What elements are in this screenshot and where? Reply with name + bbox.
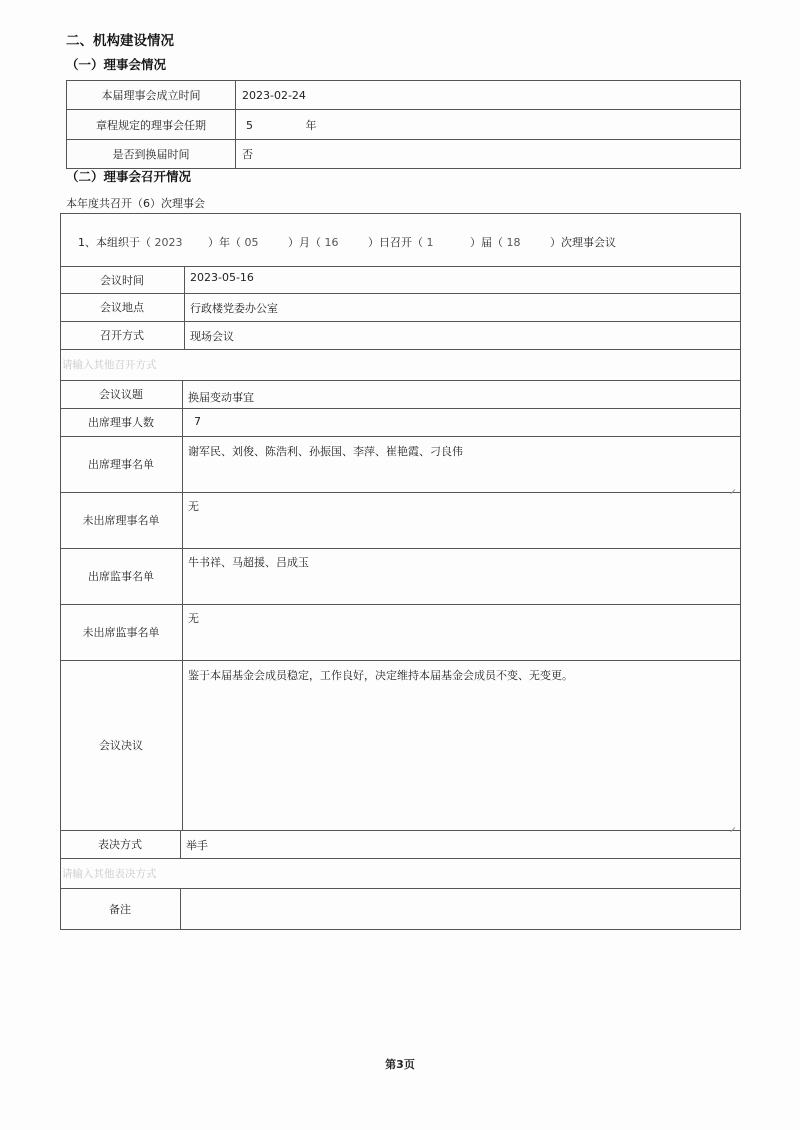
- board-info-row: [67, 81, 741, 110]
- meeting-year-value[interactable]: 2023: [154, 236, 183, 249]
- header-prefix: 1、本组织于（: [78, 236, 151, 249]
- absent-names-label: 未出席理事名单: [82, 514, 160, 527]
- meeting-day-value[interactable]: 16: [324, 236, 339, 249]
- resize-grip-icon[interactable]: [729, 484, 735, 490]
- board-info-row: [67, 110, 741, 140]
- attend-count-label: 出席理事人数: [88, 416, 154, 429]
- supervisors-label: 出席监事名单: [88, 570, 154, 583]
- attend-names-value[interactable]: 谢军民、刘俊、陈浩利、孙振国、李萍、崔艳霞、刁良伟: [188, 445, 463, 458]
- meeting-header: [78, 234, 616, 250]
- absent-supervisors-label: 未出席监事名单: [82, 626, 160, 639]
- meeting-place-value[interactable]: 行政楼党委办公室: [190, 302, 278, 315]
- meeting-time-value[interactable]: 2023-05-16: [190, 271, 254, 284]
- subsection-board-info-title: （一）理事会情况: [66, 57, 167, 72]
- meeting-session-value[interactable]: 1: [426, 236, 434, 249]
- attend-count-value[interactable]: 7: [194, 415, 201, 428]
- board-term-unit: 年: [305, 118, 317, 132]
- meeting-time-label: 会议时间: [100, 273, 144, 287]
- board-established-label: 本届理事会成立时间: [67, 81, 236, 110]
- absent-supervisors-value[interactable]: 无: [188, 612, 199, 625]
- board-term-value[interactable]: 5: [246, 118, 253, 132]
- grid-line: [60, 349, 741, 350]
- page-number: 第3页: [385, 1058, 415, 1071]
- resize-grip-icon[interactable]: [729, 822, 735, 828]
- meeting-number-value[interactable]: 18: [506, 236, 521, 249]
- board-info-row: [67, 140, 741, 169]
- board-term-label: 章程规定的理事会任期: [67, 110, 236, 140]
- vote-method-value[interactable]: 举手: [186, 839, 208, 852]
- header-day-suffix: ）日召开（: [368, 236, 423, 249]
- header-number-suffix: ）次理事会议: [550, 236, 616, 249]
- section-title: 二、机构建设情况: [66, 33, 174, 49]
- header-month-suffix: ）月（: [288, 236, 321, 249]
- other-mode-input[interactable]: 请输入其他召开方式: [62, 359, 157, 371]
- board-established-value[interactable]: 2023-02-24: [236, 81, 741, 110]
- attend-names-label: 出席理事名单: [88, 458, 154, 471]
- vote-method-label: 表决方式: [98, 838, 142, 851]
- grid-line: [60, 858, 741, 859]
- supervisors-value[interactable]: 牛书祥、马超援、吕成玉: [188, 556, 309, 569]
- resolution-label: 会议决议: [99, 739, 143, 752]
- grid-divider: [180, 888, 181, 930]
- meeting-mode-value[interactable]: 现场会议: [190, 330, 234, 343]
- meeting-count-text: 本年度共召开（6）次理事会: [66, 197, 205, 210]
- meeting-topic-value[interactable]: 换届变动事宜: [188, 391, 254, 404]
- other-vote-input[interactable]: 请输入其他表决方式: [62, 868, 157, 880]
- term-expired-value[interactable]: 否: [236, 140, 741, 169]
- meeting-mode-label: 召开方式: [100, 329, 144, 342]
- header-session-suffix: ）届（: [470, 236, 503, 249]
- meeting-month-value[interactable]: 05: [244, 236, 259, 249]
- header-year-suffix: ）年（: [208, 236, 241, 249]
- resolution-value[interactable]: 鉴于本届基金会成员稳定，工作良好，决定维持本届基金会成员不变、无变更。: [188, 669, 573, 682]
- term-expired-label: 是否到换届时间: [67, 140, 236, 169]
- remark-label: 备注: [109, 903, 131, 916]
- subsection-meetings-title: （二）理事会召开情况: [66, 169, 192, 184]
- meeting-topic-label: 会议议题: [99, 388, 143, 401]
- absent-names-value[interactable]: 无: [188, 500, 199, 513]
- board-info-table: [66, 80, 741, 169]
- board-term-cell: [236, 110, 741, 140]
- meeting-place-label: 会议地点: [100, 301, 144, 314]
